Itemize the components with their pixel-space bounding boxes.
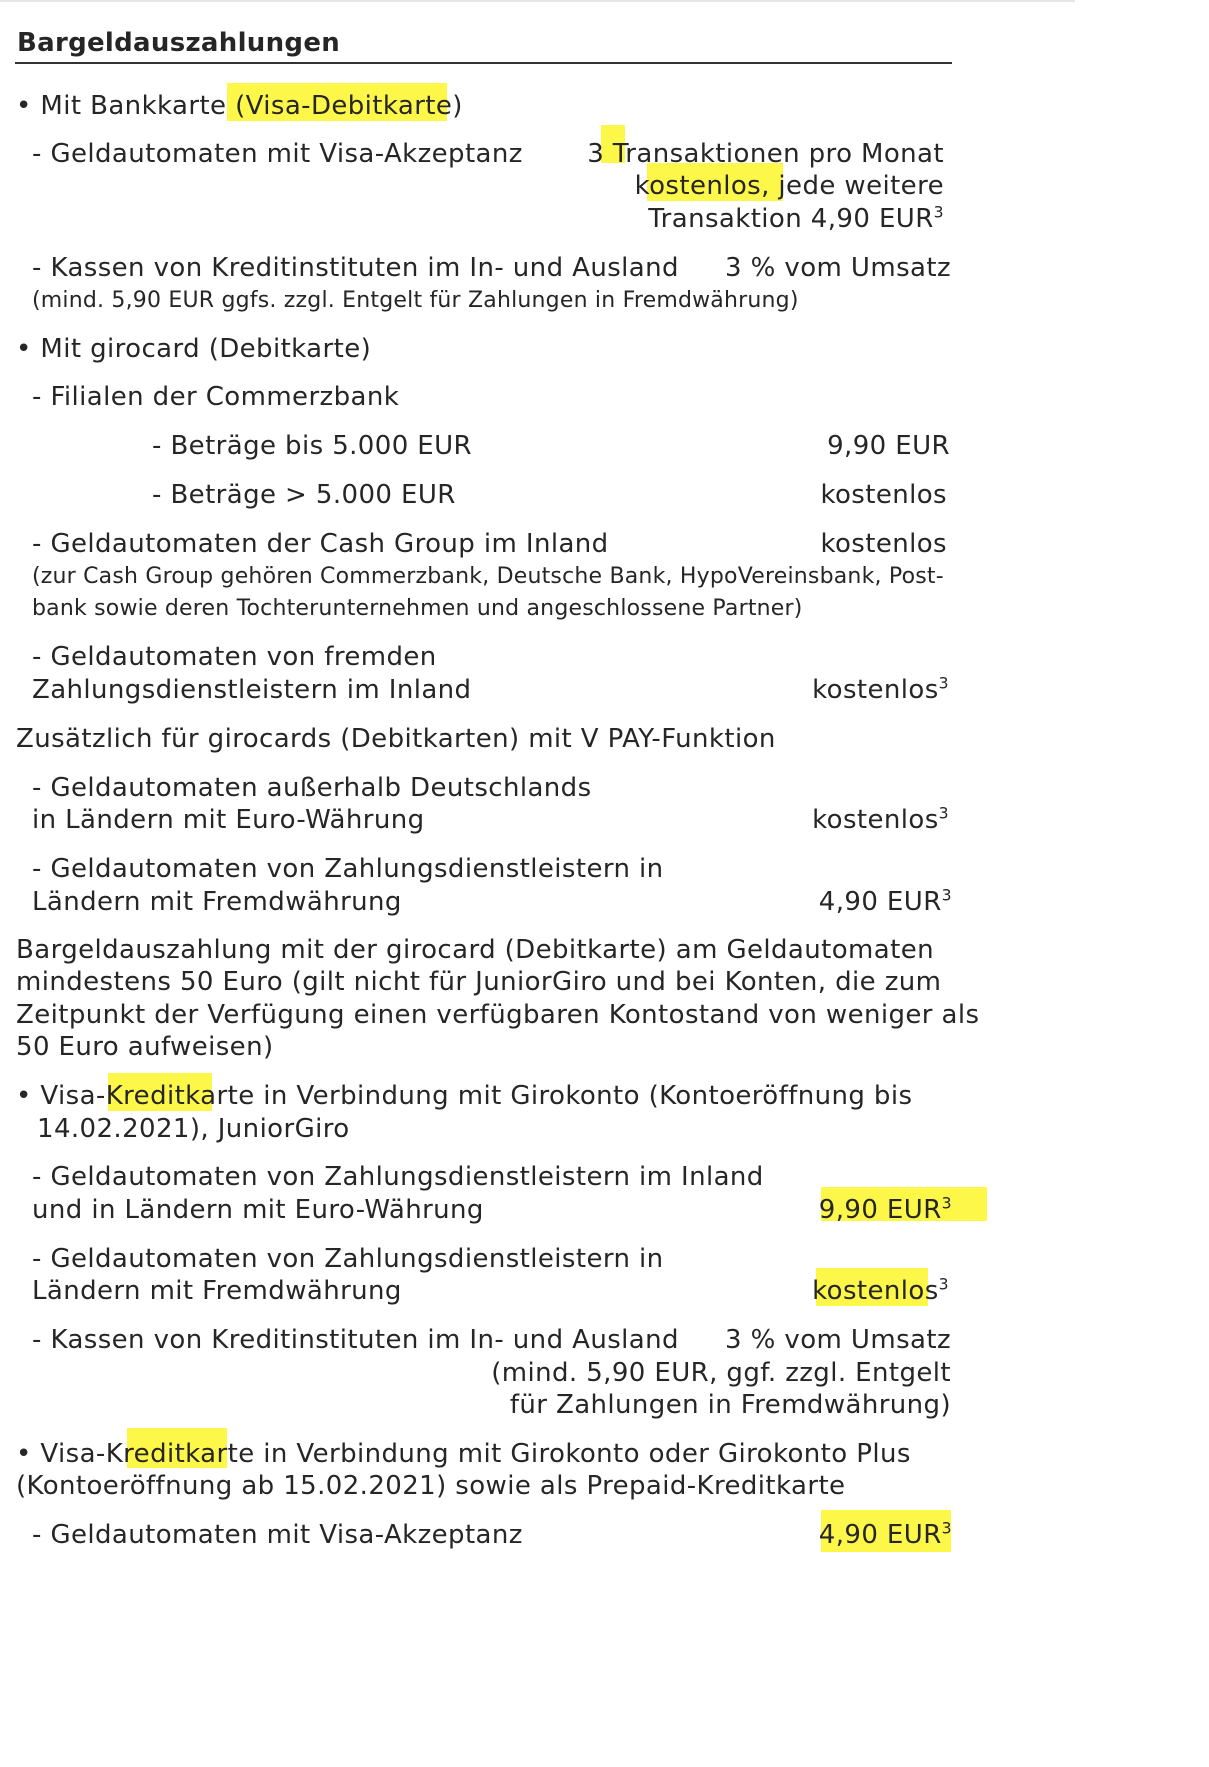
bullet-visa-debitkarte: • Mit Bankkarte (Visa-Debitkarte) [16,91,463,121]
footnote-mark: 3 [938,804,949,823]
note-mind-kk-1: (mind. 5,90 EUR, ggf. zzgl. Entgelt [491,1358,951,1388]
value-9-90: 9,90 EUR [827,431,950,461]
value-kostenlos-weitere: kostenlos, jede weitere [634,171,944,201]
heading-vpay: Zusätzlich für girocards (Debitkarten) mit V PAY-Funktion [16,724,776,754]
item-betraege-ueber: - Beträge > 5.000 EUR [152,480,456,510]
note-cash-group-2: bank sowie deren Tochterunternehmen und angeschlossene Partner) [32,596,803,621]
note-cash-group-1: (zur Cash Group gehören Commerzbank, Deutsche Bank, HypoVereinsbank, Post- [32,564,944,589]
paragraph-line-1: Bargeldauszahlung mit der girocard (Debitkarte) am Geldautomaten [16,935,934,965]
value-transaktionen: 3 Transaktionen pro Monat [587,139,944,169]
item-fremde-dienstleister-2: Zahlungsdienstleistern im Inland [32,675,472,705]
value-kostenlos-kk: kostenlos$^3$ [812,1275,949,1306]
item-inland-euro-2: und in Ländern mit Euro-Währung [32,1195,484,1225]
bullet-girocard: • Mit girocard (Debitkarte) [16,334,372,364]
footnote-mark: 3 [933,203,944,222]
value-kostenlos-fremde: kostenlos$^3$ [812,674,949,705]
bullet-visa-kreditkarte-1: • Visa-Kreditkarte in Verbindung mit Girokonto (Kontoeröffnung bis [16,1081,913,1111]
value-kostenlos-cash-group: kostenlos [820,529,947,559]
value-kostenlos-euro: kostenlos$^3$ [812,804,949,835]
note-mind-kk-2: für Zahlungen in Fremdwährung) [509,1390,951,1420]
bullet-visa-kreditkarte-2-cont: (Kontoeröffnung ab 15.02.2021) sowie als Prepaid-Kreditkarte [16,1471,846,1501]
item-inland-euro-1: - Geldautomaten von Zahlungsdienstleistern im Inland [32,1162,764,1192]
note-mindestens: (mind. 5,90 EUR ggfs. zzgl. Entgelt für Zahlungen in Fremdwährung) [32,288,799,313]
footnote-mark: 3 [941,1519,952,1538]
value-3-prozent-kk: 3 % vom Umsatz [725,1325,951,1355]
paragraph-line-2: mindestens 50 Euro (gilt nicht für JuniorGiro und bei Konten, die zum [16,967,942,997]
item-fremdwaehrung-kk-2: Ländern mit Fremdwährung [32,1276,402,1306]
bullet-visa-kreditkarte-1-cont: 14.02.2021), JuniorGiro [37,1114,350,1144]
item-kassen-kk: - Kassen von Kreditinstituten im In- und Ausland [32,1325,679,1355]
title-underline [15,62,952,64]
footnote-mark: 3 [938,1275,949,1294]
item-fremdwaehrung-1: - Geldautomaten von Zahlungsdienstleistern in [32,854,664,884]
item-filialen: - Filialen der Commerzbank [32,382,400,412]
item-ausserhalb-2: in Ländern mit Euro-Währung [32,805,425,835]
paragraph-line-4: 50 Euro aufweisen) [16,1032,274,1062]
footnote-mark: 3 [941,886,952,905]
footnote-mark: 3 [938,674,949,693]
value-4-90-visa: 4,90 EUR$^3$ [818,1519,952,1550]
item-ausserhalb-1: - Geldautomaten außerhalb Deutschlands [32,773,592,803]
value-transaktion-fee: Transaktion 4,90 EUR$^3$ [648,203,944,234]
bullet-visa-kreditkarte-2: • Visa-Kreditkarte in Verbindung mit Girokonto oder Girokonto Plus [16,1439,911,1469]
item-fremdwaehrung-2: Ländern mit Fremdwährung [32,887,402,917]
top-border [0,0,1075,2]
value-9-90-inland: 9,90 EUR$^3$ [818,1194,952,1225]
item-geldautomaten-visa: - Geldautomaten mit Visa-Akzeptanz [32,139,523,169]
paragraph-line-3: Zeitpunkt der Verfügung einen verfügbaren Kontostand von weniger als [16,1000,980,1030]
value-3-prozent: 3 % vom Umsatz [725,253,951,283]
item-fremdwaehrung-kk-1: - Geldautomaten von Zahlungsdienstleistern in [32,1244,664,1274]
footnote-mark: 3 [941,1194,952,1213]
value-4-90-fremd: 4,90 EUR$^3$ [818,886,952,917]
section-title: Bargeldauszahlungen [17,28,341,58]
item-betraege-bis: - Beträge bis 5.000 EUR [152,431,473,461]
value-kostenlos-betraege: kostenlos [820,480,947,510]
item-cash-group: - Geldautomaten der Cash Group im Inland [32,529,609,559]
item-geldautomaten-visa-kk: - Geldautomaten mit Visa-Akzeptanz [32,1520,523,1550]
item-kassen-kreditinstitute: - Kassen von Kreditinstituten im In- und Ausland [32,253,679,283]
item-fremde-dienstleister-1: - Geldautomaten von fremden [32,642,437,672]
